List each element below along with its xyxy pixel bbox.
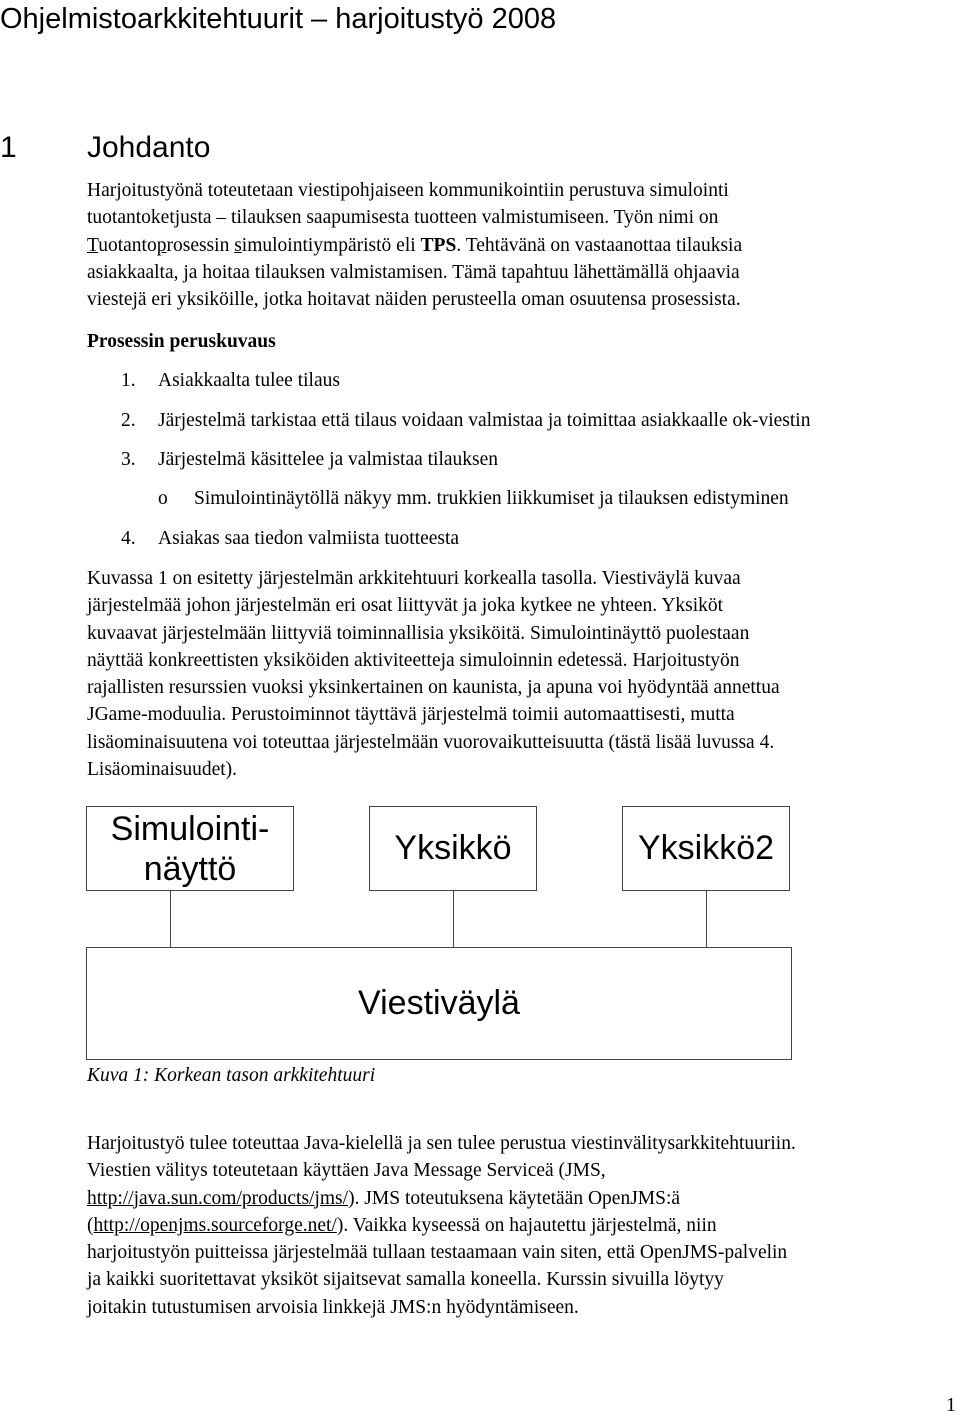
description-line: järjestelmää johon järjestelmän eri osat liittyvät ja joka kytkee ne yhteen. Yksiköt (87, 595, 724, 617)
step-text: Järjestelmä käsittelee ja valmistaa tilauksen (158, 449, 499, 470)
implementation-line: Viestien välitys toteutetaan käyttäen Java Message Serviceä (JMS, (87, 1160, 606, 1182)
implementation-text: ). JMS toteutuksena käytetään OpenJMS:ä (348, 1187, 681, 1209)
intro-line-2: tuotantoketjusta – tilauksen saapumisesta tuotteen valmistumiseen. Työn nimi on (87, 207, 719, 229)
document-title: Ohjelmistoarkkitehtuurit – harjoitustyö 2008 (0, 3, 557, 35)
box-label: Simulointi- (110, 809, 270, 848)
section-number: 1 (0, 131, 17, 164)
section-title: Johdanto (87, 131, 211, 164)
acronym-letter-p: p (156, 234, 167, 256)
step-text: Asiakkaalta tulee tilaus (158, 370, 340, 391)
figure-caption: Kuva 1: Korkean tason arkkitehtuuri (87, 1065, 376, 1086)
description-line: näyttää konkreettisten yksiköiden aktiviteetteja simuloinnin edetessä. Harjoitustyön (87, 649, 740, 671)
step-number: 1. (121, 370, 136, 391)
description-line: JGame-moduulia. Perustoiminnot täyttävä järjestelmä toimii automaattisesti, mutta (87, 704, 735, 726)
description-line: rajallisten resurssien vuoksi yksinkertainen on kaunista, ja apuna voi hyödyntää annettua (87, 677, 780, 699)
step-number: 2. (121, 410, 136, 431)
implementation-line (87, 1212, 960, 1239)
implementation-line: joitakin tutustumisen arvoisia linkkejä JMS:n hyödyntämiseen. (87, 1296, 579, 1318)
process-heading: Prosessin peruskuvaus (87, 331, 276, 352)
box-label: Yksikkö2 (637, 829, 775, 867)
page-number: 1 (946, 1394, 956, 1416)
acronym-letter-s: s (234, 234, 242, 256)
box-label: näyttö (143, 849, 237, 888)
intro-text: rosessin (166, 234, 235, 256)
description-line: Kuvassa 1 on esitetty järjestelmän arkkitehtuuri korkealla tasolla. Viestiväylä kuvaa (87, 568, 741, 589)
implementation-paragraph (87, 1130, 960, 1321)
intro-paragraph (87, 177, 960, 313)
viestivayla-box (86, 947, 792, 1060)
connector-line (706, 890, 707, 947)
implementation-text: ( (87, 1214, 94, 1236)
intro-text: imulointiympäristö eli (241, 234, 421, 256)
step-number: 3. (121, 449, 136, 470)
openjms-link[interactable]: http://openjms.sourceforge.net/ (93, 1214, 337, 1236)
intro-text: . Tehtävänä on vastaanottaa tilauksia (456, 234, 743, 256)
description-line: lisäominaisuutena voi toteuttaa järjestelmään vuorovaikutteisuutta (tästä lisää luvussa 4. (87, 731, 775, 753)
step-number: 4. (121, 528, 136, 549)
sub-bullet-marker: o (158, 488, 168, 509)
tps-acronym: TPS (420, 234, 457, 256)
implementation-line: harjoitustyön puitteissa järjestelmää tullaan testaamaan vain siten, että OpenJMS-palvelin (87, 1242, 788, 1264)
box-label: Yksikkö (394, 829, 512, 867)
description-line: kuvaavat järjestelmään liittyviä toiminnallisia yksiköitä. Simulointinäyttö puolestaan (87, 622, 750, 644)
box-label: Viestiväylä (358, 984, 520, 1022)
sub-bullet-text: Simulointinäytöllä näkyy mm. trukkien liikkumiset ja tilauksen edistyminen (194, 488, 789, 509)
implementation-line: ja kaikki suoritettavat yksiköt sijaitsevat samalla koneella. Kurssin sivuilla löytyy (87, 1269, 724, 1291)
connector-line (453, 890, 454, 947)
intro-line-1: Harjoitustyönä toteutetaan viestipohjaiseen kommunikointiin perustuva simulointi (87, 180, 729, 201)
jms-link[interactable]: http://java.sun.com/products/jms/ (87, 1187, 349, 1209)
connector-line (170, 890, 171, 947)
intro-line-3 (87, 232, 960, 259)
intro-line-5: viestejä eri yksiköille, jotka hoitavat näiden perusteella oman osuutensa prosessista. (87, 289, 741, 311)
step-text: Asiakas saa tiedon valmiista tuotteesta (158, 528, 460, 549)
intro-text: uotanto (98, 234, 157, 256)
description-line: Lisäominaisuudet). (87, 759, 238, 781)
description-paragraph (87, 565, 960, 783)
intro-line-4: asiakkaalta, ja hoitaa tilauksen valmistamisen. Tämä tapahtuu lähettämällä ohjaavia (87, 261, 740, 283)
yksikko-box (369, 806, 537, 891)
implementation-line (87, 1185, 960, 1212)
simulointinaytto-box (86, 806, 294, 891)
yksikko2-box (622, 806, 790, 891)
acronym-letter-t: T (87, 234, 99, 256)
implementation-line: Harjoitustyö tulee toteuttaa Java-kielellä ja sen tulee perustua viestinvälitysarkkitehtuuriin. (87, 1133, 796, 1154)
implementation-text: ). Vaikka kyseessä on hajautettu järjestelmä, niin (336, 1214, 717, 1236)
step-text: Järjestelmä tarkistaa että tilaus voidaan valmistaa ja toimittaa asiakkaalle ok-viestin (158, 410, 811, 431)
